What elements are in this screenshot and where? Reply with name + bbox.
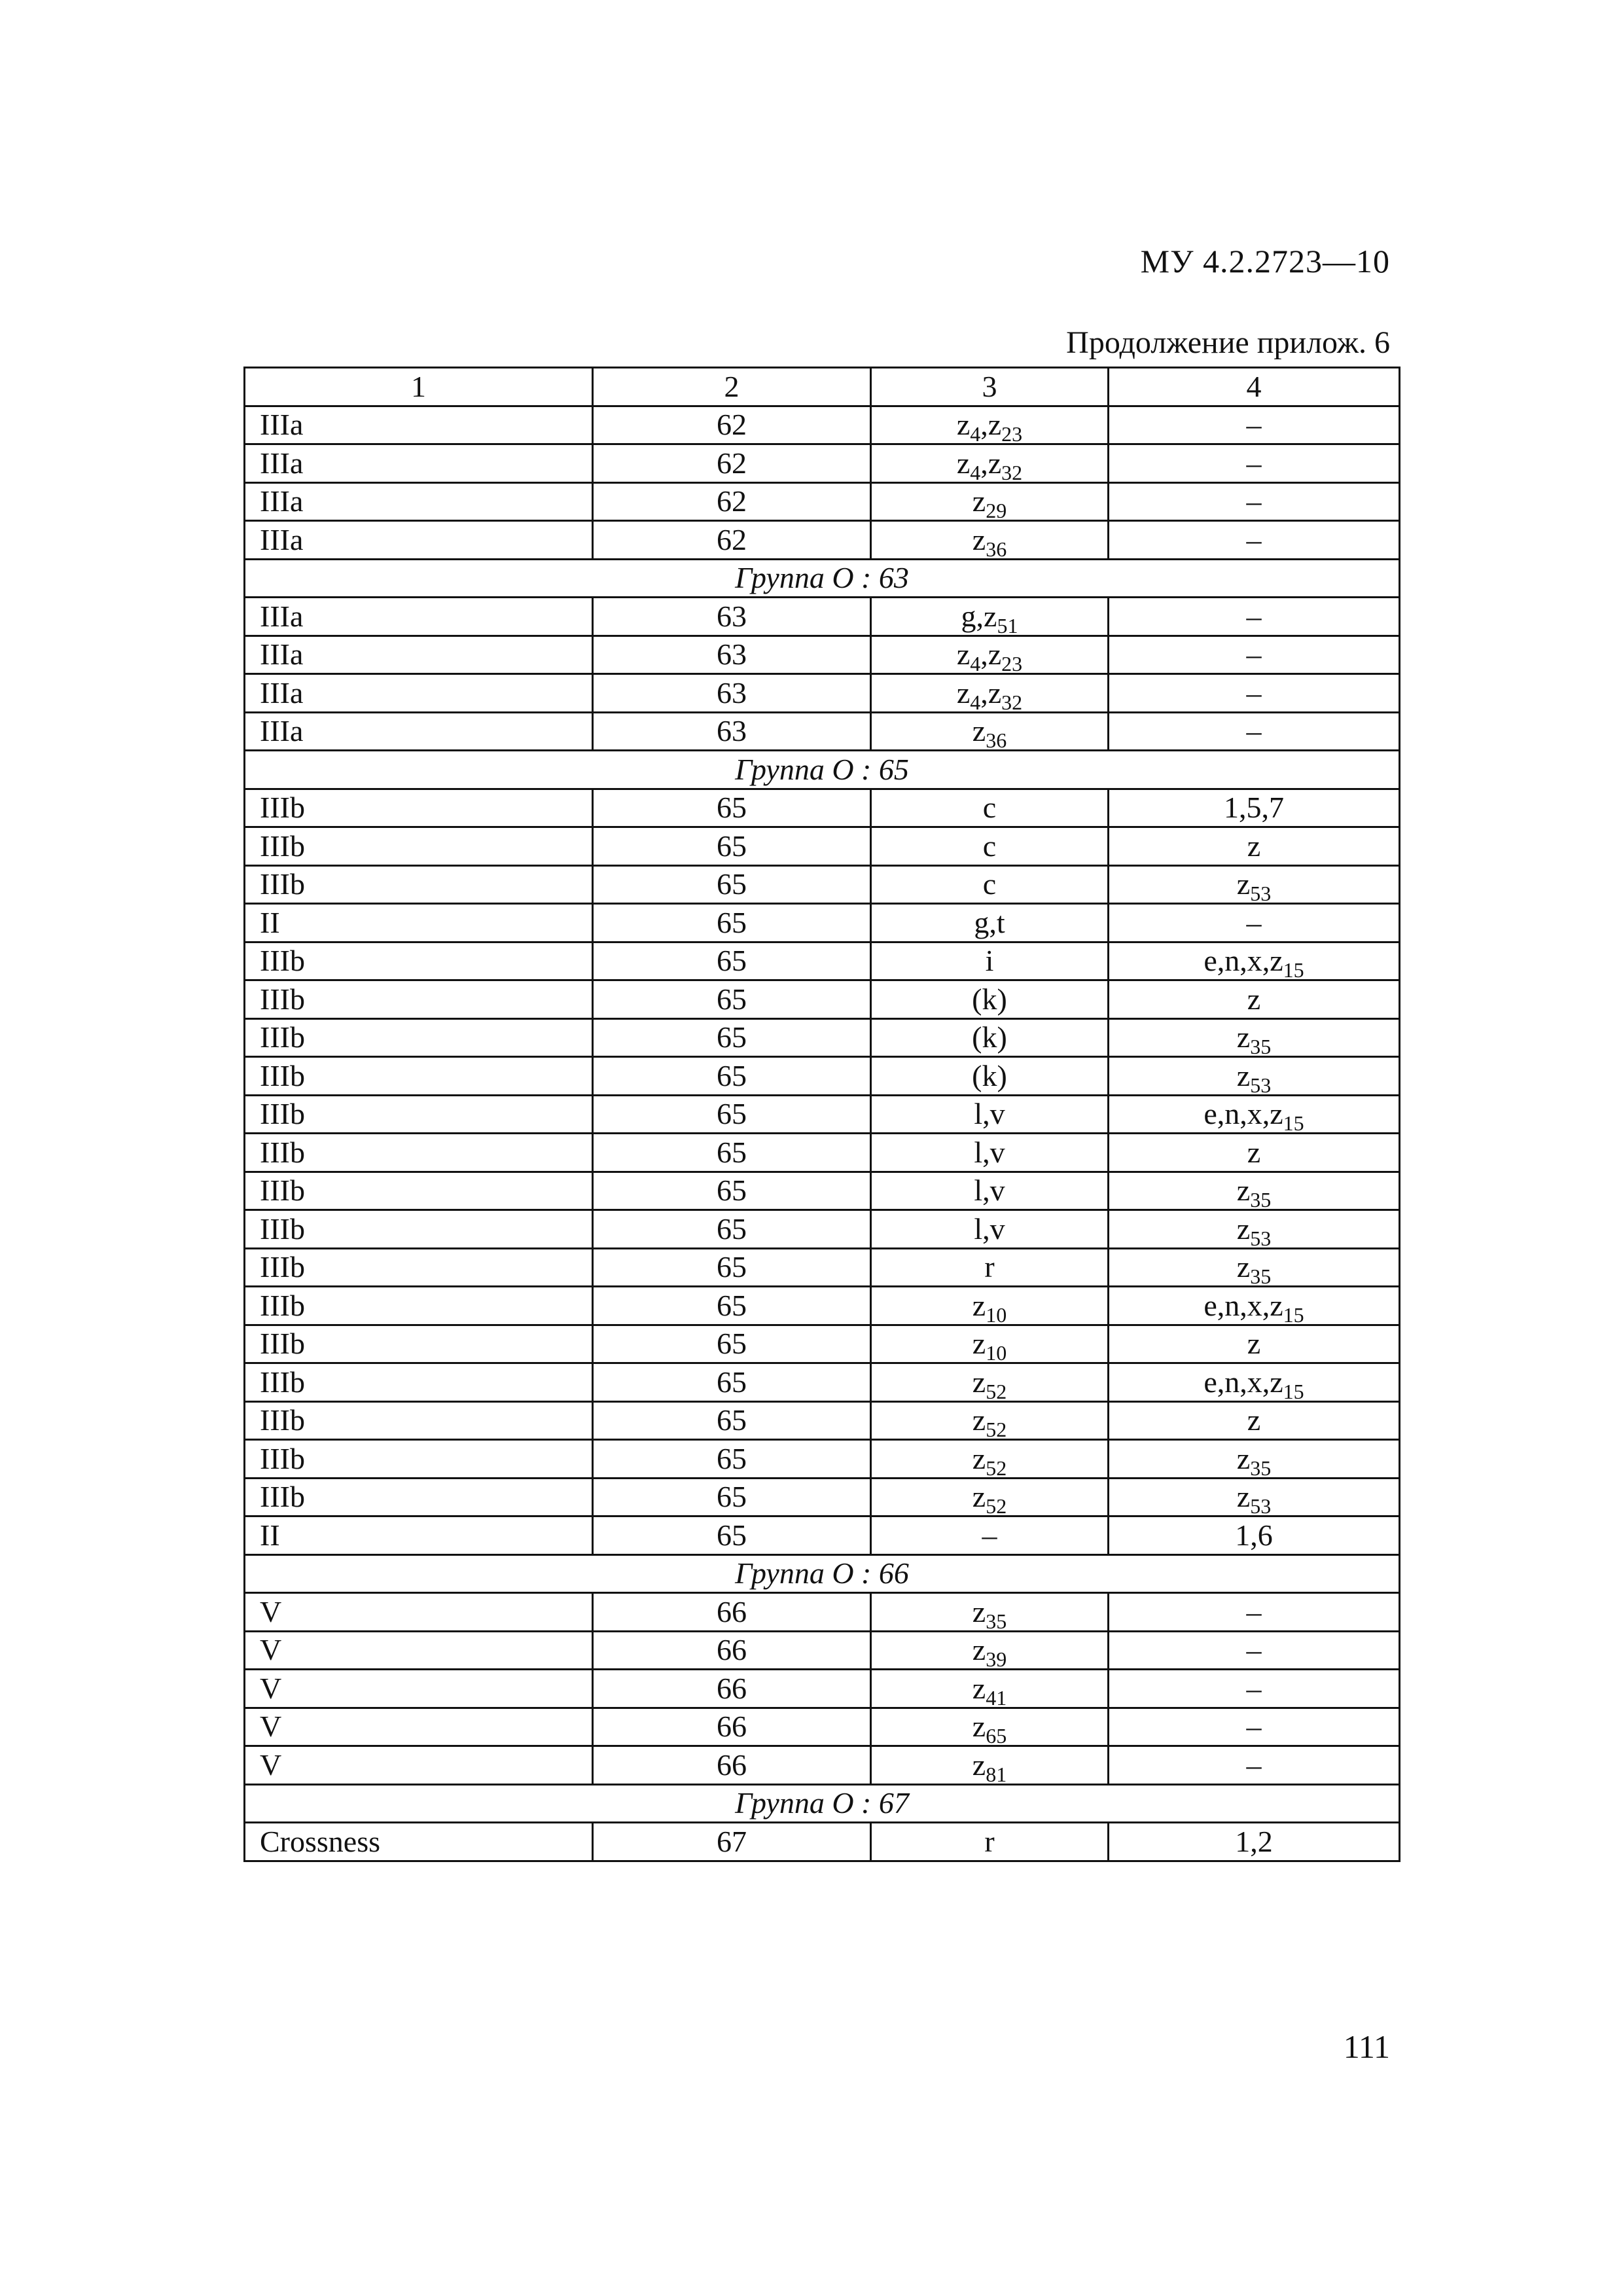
cell-col-3: l,v (871, 1095, 1109, 1134)
cell-col-2: 66 (593, 1746, 871, 1785)
cell-col-4: 1,2 (1109, 1823, 1400, 1861)
cell-col-1: IIIb (245, 789, 593, 827)
cell-col-1: IIIa (245, 406, 593, 444)
cell-col-3: $z_{39}$ (871, 1631, 1109, 1670)
page-number: 111 (1343, 2028, 1390, 2065)
cell-col-3: $z_4,z_{23}$ (871, 406, 1109, 444)
table-row (245, 674, 1400, 713)
cell-col-3: l,v (871, 1172, 1109, 1210)
cell-col-1: IIIb (245, 1134, 593, 1172)
table-row (245, 406, 1400, 444)
table-row (245, 1631, 1400, 1670)
table-row (245, 1325, 1400, 1363)
cell-col-1: IIIb (245, 865, 593, 904)
column-number: 3 (871, 368, 1109, 406)
table-row (245, 712, 1400, 751)
group-header-row (245, 559, 1400, 598)
group-title: Группа O : 67 (245, 1784, 1400, 1823)
cell-col-1: IIIb (245, 1210, 593, 1249)
cell-col-2: 63 (593, 598, 871, 636)
table-body (245, 368, 1400, 1861)
cell-col-2: 65 (593, 1325, 871, 1363)
column-number: 2 (593, 368, 871, 406)
column-number: 1 (245, 368, 593, 406)
cell-col-2: 66 (593, 1670, 871, 1708)
cell-col-3: r (871, 1248, 1109, 1287)
cell-col-2: 66 (593, 1593, 871, 1632)
cell-col-2: 62 (593, 444, 871, 483)
cell-col-3: g,t (871, 904, 1109, 942)
cell-col-1: V (245, 1708, 593, 1746)
cell-col-3: $z_{81}$ (871, 1746, 1109, 1785)
cell-col-2: 65 (593, 1478, 871, 1516)
cell-col-3: $z_{65}$ (871, 1708, 1109, 1746)
table-row (245, 1248, 1400, 1287)
table-row (245, 1057, 1400, 1096)
cell-col-2: 63 (593, 674, 871, 713)
cell-col-4: $e,n,x,z_{15}$ (1109, 1095, 1400, 1134)
cell-col-4: – (1109, 521, 1400, 560)
cell-col-3: $z_4,z_{23}$ (871, 636, 1109, 674)
cell-col-1: IIIb (245, 1478, 593, 1516)
cell-col-2: 62 (593, 521, 871, 560)
cell-col-2: 67 (593, 1823, 871, 1861)
cell-col-3: i (871, 942, 1109, 980)
group-title: Группа O : 63 (245, 559, 1400, 598)
cell-col-3: $z_{10}$ (871, 1325, 1109, 1363)
cell-col-4: – (1109, 1593, 1400, 1632)
cell-col-2: 65 (593, 1018, 871, 1057)
cell-col-2: 63 (593, 712, 871, 751)
table-row (245, 598, 1400, 636)
cell-col-3: $z_4,z_{32}$ (871, 674, 1109, 713)
cell-col-2: 65 (593, 1516, 871, 1555)
cell-col-4: – (1109, 444, 1400, 483)
cell-col-1: II (245, 904, 593, 942)
cell-col-3: $z_{36}$ (871, 521, 1109, 560)
cell-col-3: (k) (871, 1018, 1109, 1057)
cell-col-3: $z_{52}$ (871, 1401, 1109, 1440)
group-header-row (245, 751, 1400, 789)
cell-col-4: – (1109, 482, 1400, 521)
cell-col-4: $z_{35}$ (1109, 1248, 1400, 1287)
table-row (245, 1670, 1400, 1708)
cell-col-2: 65 (593, 1401, 871, 1440)
table-row (245, 1516, 1400, 1555)
cell-col-4: $e,n,x,z_{15}$ (1109, 942, 1400, 980)
group-header-row (245, 1554, 1400, 1593)
cell-col-1: V (245, 1593, 593, 1632)
table-row (245, 942, 1400, 980)
cell-col-2: 65 (593, 1363, 871, 1402)
document-code: МУ 4.2.2723—10 (1140, 243, 1390, 279)
cell-col-2: 62 (593, 482, 871, 521)
table-row (245, 827, 1400, 866)
cell-col-1: IIIa (245, 521, 593, 560)
table-row (245, 1210, 1400, 1249)
cell-col-1: IIIb (245, 827, 593, 866)
cell-col-2: 65 (593, 789, 871, 827)
cell-col-1: IIIb (245, 1401, 593, 1440)
cell-col-1: V (245, 1631, 593, 1670)
cell-col-4: $z_{53}$ (1109, 1057, 1400, 1096)
cell-col-4: – (1109, 1631, 1400, 1670)
cell-col-2: 65 (593, 1287, 871, 1325)
cell-col-4: – (1109, 1746, 1400, 1785)
cell-col-3: $z_4,z_{32}$ (871, 444, 1109, 483)
cell-col-3: $z_{52}$ (871, 1363, 1109, 1402)
cell-col-4: – (1109, 636, 1400, 674)
cell-col-3: (k) (871, 1057, 1109, 1096)
cell-col-2: 63 (593, 636, 871, 674)
table-row (245, 1746, 1400, 1785)
cell-col-4: $z_{35}$ (1109, 1018, 1400, 1057)
cell-col-1: IIIa (245, 482, 593, 521)
cell-col-2: 66 (593, 1631, 871, 1670)
cell-col-4: – (1109, 674, 1400, 713)
cell-col-3: (k) (871, 980, 1109, 1019)
column-number-row (245, 368, 1400, 406)
cell-col-2: 65 (593, 942, 871, 980)
cell-col-3: r (871, 1823, 1109, 1861)
cell-col-3: $z_{36}$ (871, 712, 1109, 751)
table-row (245, 1478, 1400, 1516)
table-row (245, 444, 1400, 483)
cell-col-4: $z_{53}$ (1109, 865, 1400, 904)
cell-col-4: – (1109, 406, 1400, 444)
cell-col-2: 65 (593, 1440, 871, 1479)
cell-col-1: V (245, 1670, 593, 1708)
cell-col-3: $z_{52}$ (871, 1478, 1109, 1516)
cell-col-3: c (871, 865, 1109, 904)
cell-col-1: IIIb (245, 1287, 593, 1325)
table-row (245, 1172, 1400, 1210)
cell-col-1: Crossness (245, 1823, 593, 1861)
group-title: Группа O : 65 (245, 751, 1400, 789)
cell-col-1: IIIa (245, 674, 593, 713)
cell-col-4: 1,6 (1109, 1516, 1400, 1555)
cell-col-3: $z_{35}$ (871, 1593, 1109, 1632)
cell-col-4: – (1109, 904, 1400, 942)
column-number: 4 (1109, 368, 1400, 406)
cell-col-3: c (871, 789, 1109, 827)
cell-col-2: 62 (593, 406, 871, 444)
cell-col-2: 65 (593, 827, 871, 866)
cell-col-3: $z_{52}$ (871, 1440, 1109, 1479)
cell-col-3: $g,z_{51}$ (871, 598, 1109, 636)
table-row (245, 636, 1400, 674)
cell-col-4: $z_{53}$ (1109, 1478, 1400, 1516)
cell-col-4: – (1109, 1708, 1400, 1746)
cell-col-2: 65 (593, 1057, 871, 1096)
table-row (245, 1823, 1400, 1861)
table-row (245, 980, 1400, 1019)
cell-col-2: 66 (593, 1708, 871, 1746)
cell-col-3: $z_{41}$ (871, 1670, 1109, 1708)
cell-col-4: z (1109, 827, 1400, 866)
cell-col-2: 65 (593, 1134, 871, 1172)
cell-col-2: 65 (593, 865, 871, 904)
cell-col-4: $z_{35}$ (1109, 1172, 1400, 1210)
table-row (245, 482, 1400, 521)
cell-col-2: 65 (593, 1172, 871, 1210)
table-row (245, 1095, 1400, 1134)
cell-col-2: 65 (593, 980, 871, 1019)
cell-col-4: $z_{53}$ (1109, 1210, 1400, 1249)
cell-col-3: l,v (871, 1210, 1109, 1249)
cell-col-4: – (1109, 1670, 1400, 1708)
cell-col-1: IIIb (245, 942, 593, 980)
table-row (245, 1593, 1400, 1632)
table-row (245, 1363, 1400, 1402)
table-row (245, 1287, 1400, 1325)
cell-col-2: 65 (593, 904, 871, 942)
cell-col-4: z (1109, 1134, 1400, 1172)
cell-col-3: $z_{29}$ (871, 482, 1109, 521)
cell-col-1: IIIb (245, 1095, 593, 1134)
cell-col-4: $e,n,x,z_{15}$ (1109, 1287, 1400, 1325)
cell-col-1: IIIa (245, 636, 593, 674)
cell-col-1: IIIb (245, 1325, 593, 1363)
continuation-caption: Продолжение прилож. 6 (1066, 325, 1390, 360)
cell-col-1: II (245, 1516, 593, 1555)
table-row (245, 1401, 1400, 1440)
cell-col-3: c (871, 827, 1109, 866)
table-row (245, 1708, 1400, 1746)
cell-col-1: IIIb (245, 1172, 593, 1210)
table-row (245, 904, 1400, 942)
cell-col-2: 65 (593, 1210, 871, 1249)
table-row (245, 1018, 1400, 1057)
cell-col-3: $z_{10}$ (871, 1287, 1109, 1325)
cell-col-4: z (1109, 980, 1400, 1019)
cell-col-4: 1,5,7 (1109, 789, 1400, 827)
cell-col-1: IIIa (245, 598, 593, 636)
cell-col-1: IIIb (245, 1248, 593, 1287)
cell-col-1: IIIb (245, 1057, 593, 1096)
table-row (245, 1440, 1400, 1479)
group-header-row (245, 1784, 1400, 1823)
cell-col-4: z (1109, 1325, 1400, 1363)
cell-col-1: IIIb (245, 1018, 593, 1057)
table-row (245, 521, 1400, 560)
cell-col-4: z (1109, 1401, 1400, 1440)
table-row (245, 789, 1400, 827)
cell-col-1: IIIa (245, 444, 593, 483)
cell-col-1: IIIb (245, 1363, 593, 1402)
cell-col-1: IIIb (245, 1440, 593, 1479)
cell-col-1: IIIb (245, 980, 593, 1019)
cell-col-2: 65 (593, 1095, 871, 1134)
cell-col-4: $e,n,x,z_{15}$ (1109, 1363, 1400, 1402)
cell-col-1: V (245, 1746, 593, 1785)
cell-col-4: – (1109, 712, 1400, 751)
antigen-table (243, 367, 1400, 1862)
cell-col-2: 65 (593, 1248, 871, 1287)
table-row (245, 865, 1400, 904)
table-row (245, 1134, 1400, 1172)
cell-col-4: – (1109, 598, 1400, 636)
group-title: Группа O : 66 (245, 1554, 1400, 1593)
cell-col-1: IIIa (245, 712, 593, 751)
cell-col-3: l,v (871, 1134, 1109, 1172)
cell-col-4: $z_{35}$ (1109, 1440, 1400, 1479)
cell-col-3: – (871, 1516, 1109, 1555)
